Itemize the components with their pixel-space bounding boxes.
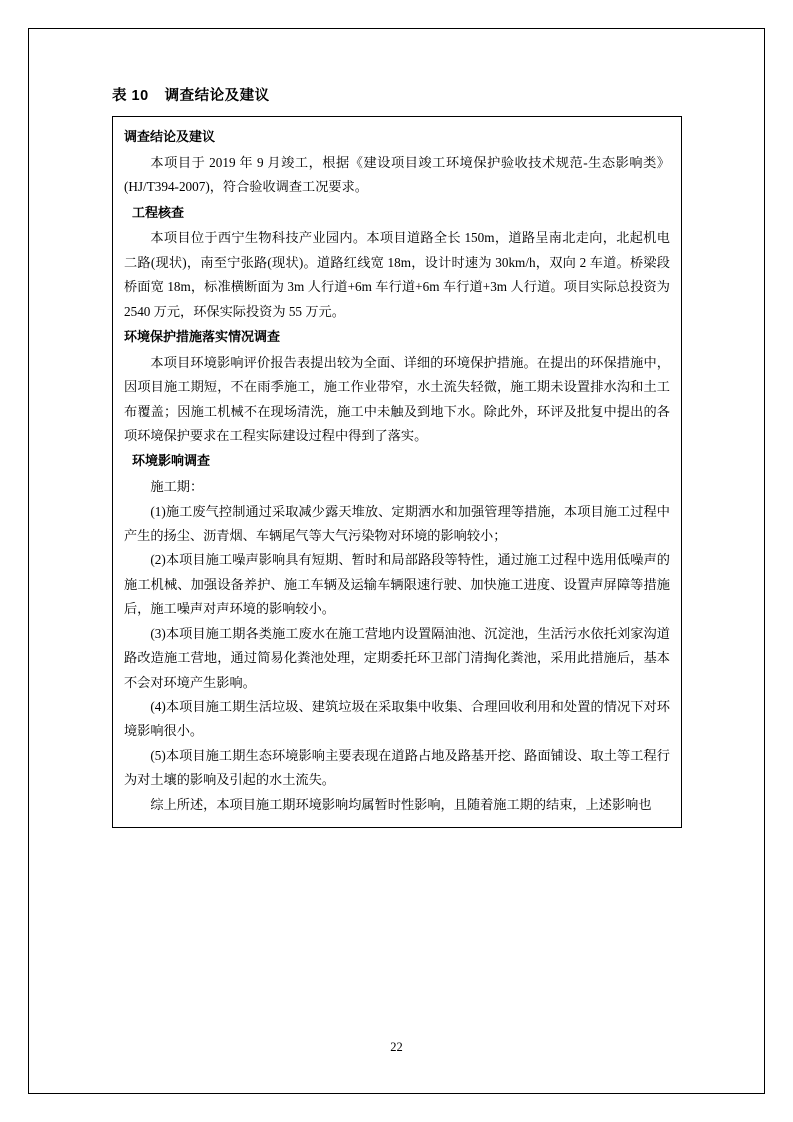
section-heading-environment-impact: 环境影响调查 [132,453,211,469]
page-number: 22 [390,1040,403,1054]
section-heading-project-check: 工程核查 [132,204,185,220]
section-body-environment-impact [124,475,670,817]
results-table [112,116,682,828]
paragraph: 综上所述，本项目施工期环境影响均属暂时性影响，且随着施工期的结束，上述影响也 [150,796,652,812]
paragraph: (3)本项目施工期各类施工废水在施工营地内设置隔油池、沉淀池，生活污水依托刘家沟道路改造施工营地，通过简易化粪池处理，定期委托环卫部门清掏化粪池，采用此措施后，基本不会对环境产生影响。 [124,625,670,690]
table-caption [112,84,682,105]
section-body-protection-measures [124,351,670,449]
table-caption-title: 调查结论及建议 [164,88,270,104]
section-body-conclusion [124,151,670,200]
section-body-project-check [124,226,670,324]
paragraph: (4)本项目施工期生活垃圾、建筑垃圾在采取集中收集、合理回收利用和处置的情况下对环境影响很小。 [124,699,670,739]
table-cell-content [113,117,681,827]
paragraph: (5)本项目施工期生态环境影响主要表现在道路占地及路基开挖、路面铺设、取土等工程行为对土壤的影响及引起的水土流失。 [124,747,670,788]
table-caption-number: 表 10 [112,88,149,104]
paragraph: 施工期： [150,479,204,495]
page-content [112,84,682,828]
section-heading-protection-measures: 环境保护措施落实情况调查 [124,329,281,345]
paragraph: (2)本项目施工噪声影响具有短期、暂时和局部路段等特性，通过施工过程中选用低噪声的施工机械、加强设备养护、施工车辆及运输车辆限速行驶、加快施工进度、设置声屏障等措施后，施工噪声对声环境的影响较小。 [124,552,670,617]
paragraph: (1)施工废气控制通过采取减少露天堆放、定期洒水和加强管理等措施，本项目施工过程中产生的扬尘、沥青烟、车辆尾气等大气污染物对环境的影响较小； [124,503,670,544]
section-heading-conclusion: 调查结论及建议 [124,129,216,144]
paragraph: 本项目位于西宁生物科技产业园内。本项目道路全长 150m，道路呈南北走向，北起机电二路(现状)，南至宁张路(现状)。道路红线宽 18m，设计时速为 30km/h，双向 2 车道。桥梁段桥面宽 18m，标准横断面为 3m 人行道+6m 车行道+6m 车行道+3m 人行道。项目实际总投资为 2540 万元，环保实际投资为 55 万元。 [124,230,670,319]
paragraph: 本项目于 2019 年 9 月竣工，根据《建设项目竣工环境保护验收技术规范-生态影响类》(HJ/T394-2007)，符合验收调查工况要求。 [124,154,670,195]
paragraph: 本项目环境影响评价报告表提出较为全面、详细的环境保护措施。在提出的环保措施中，因项目施工期短，不在雨季施工，施工作业带窄，水土流失轻微，施工期未设置排水沟和土工布覆盖；因施工机械不在现场清洗，施工中未触及到地下水。除此外，环评及批复中提出的各项环境保护要求在工程实际建设过程中得到了落实。 [124,354,670,444]
